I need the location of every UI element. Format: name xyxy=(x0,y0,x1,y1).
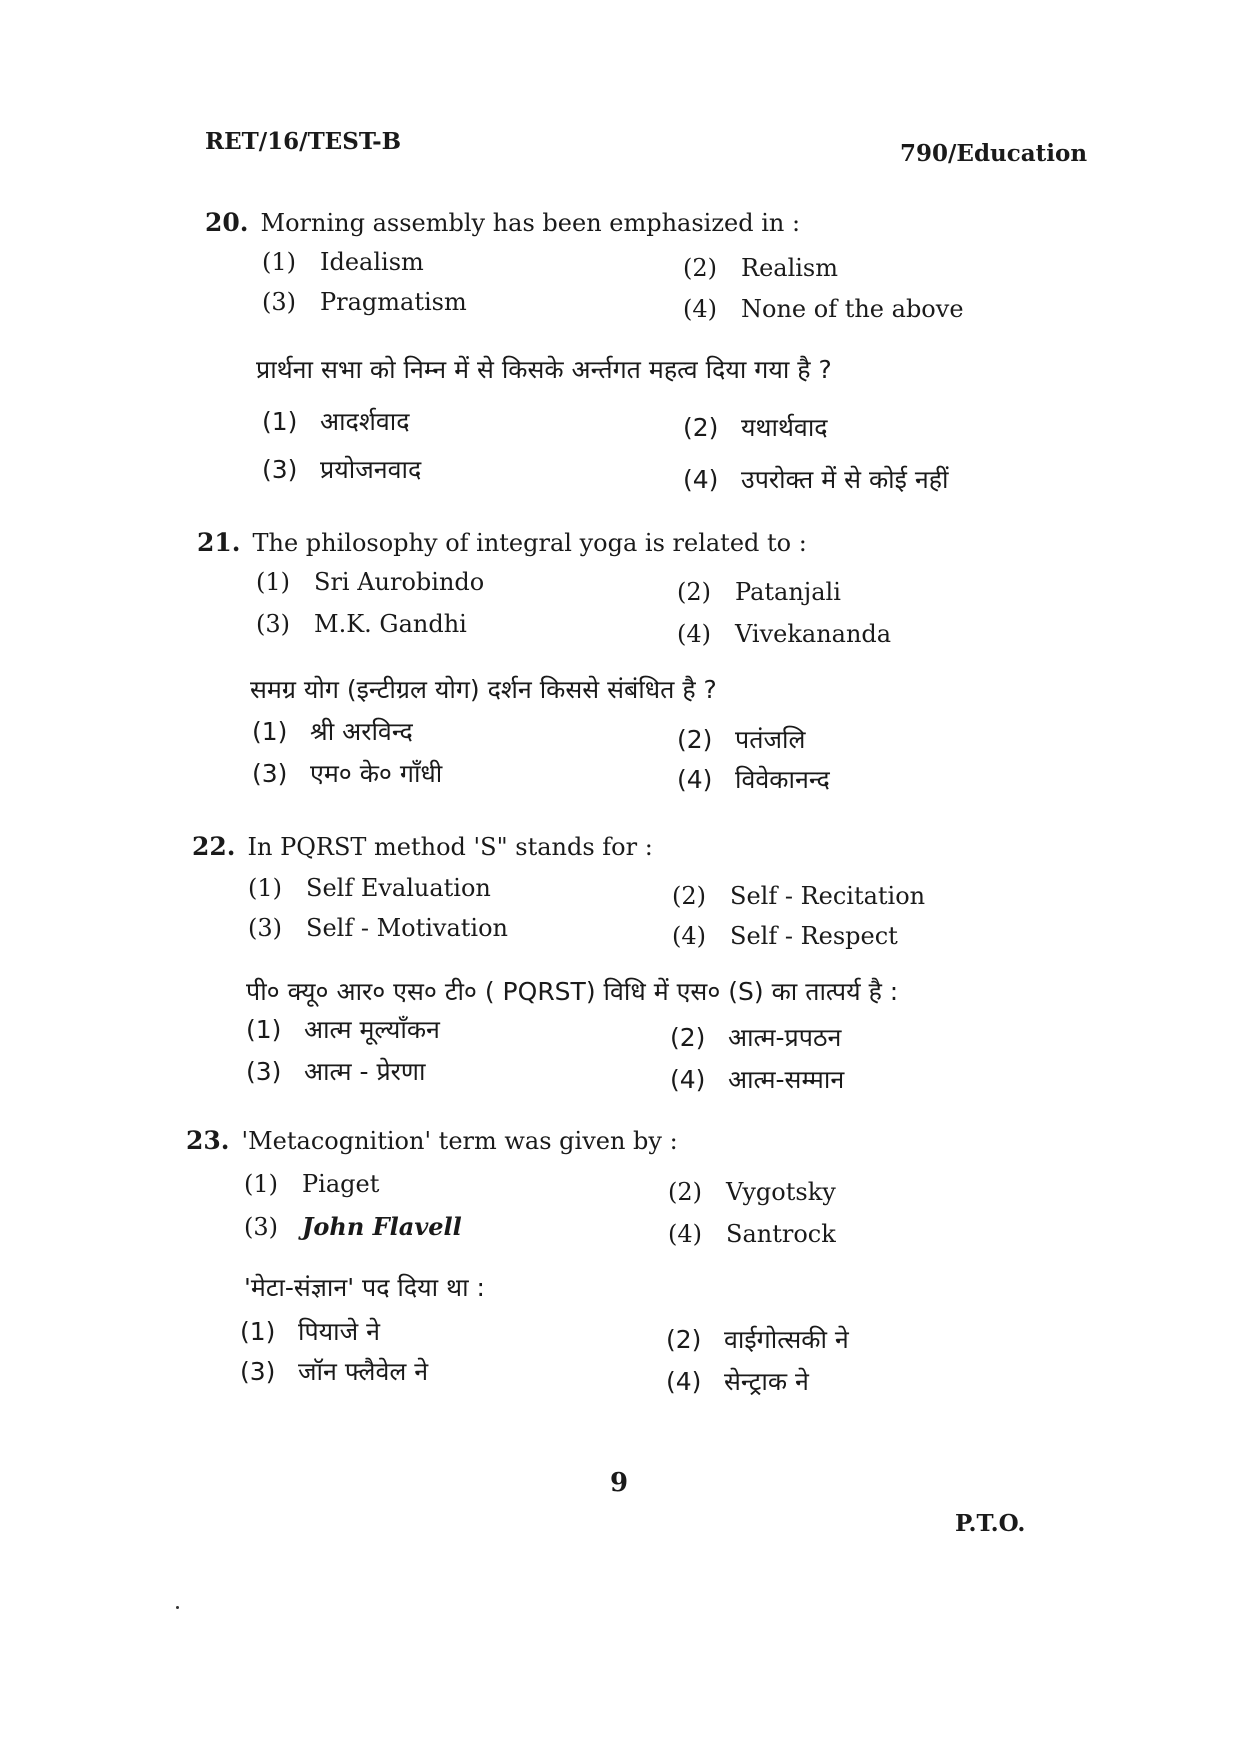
paper-code: RET/16/TEST-B xyxy=(205,128,402,155)
question-number: 22. xyxy=(192,832,236,861)
option-4-en: (4) Vivekananda xyxy=(677,620,892,648)
option-1-hi: (1) आदर्शवाद xyxy=(262,407,410,436)
stray-dot xyxy=(176,1606,179,1609)
option-2-en: (2) Realism xyxy=(683,254,839,282)
question-number: 21. xyxy=(197,528,241,557)
option-4-hi: (4) विवेकानन्द xyxy=(677,765,830,794)
option-3-hi: (3) एम० के० गाँधी xyxy=(252,759,443,788)
option-2-en: (2) Patanjali xyxy=(677,578,841,606)
question-number: 20. xyxy=(205,208,249,237)
question-text-hi: प्रार्थना सभा को निम्न में से किसके अर्न्तगत महत्व दिया गया है ? xyxy=(256,355,832,384)
option-1-en: (1) Sri Aurobindo xyxy=(256,568,485,596)
option-4-en: (4) Santrock xyxy=(668,1220,836,1248)
question-text-en: 23. 'Metacognition' term was given by : xyxy=(186,1126,678,1155)
option-4-hi: (4) सेन्ट्राक ने xyxy=(666,1367,809,1396)
option-4-hi: (4) आत्म-सम्मान xyxy=(670,1065,845,1094)
option-1-hi: (1) श्री अरविन्द xyxy=(252,717,413,746)
subject-code: 790/Education xyxy=(900,140,1088,167)
question-text-hi: पी० क्यू० आर० एस० टी० ( PQRST) विधि में एस० (S) का तात्पर्य है : xyxy=(246,977,899,1006)
option-4-en: (4) Self - Respect xyxy=(672,922,898,950)
page-number: 9 xyxy=(610,1468,629,1498)
option-3-en: (3) M.K. Gandhi xyxy=(256,610,467,638)
option-3-en: (3) Pragmatism xyxy=(262,288,467,316)
option-2-en: (2) Self - Recitation xyxy=(672,882,926,910)
option-3-en: (3) John Flavell xyxy=(244,1212,462,1241)
question-text-en: 20. Morning assembly has been emphasized in : xyxy=(205,208,801,237)
option-3-hi: (3) आत्म - प्रेरणा xyxy=(246,1057,426,1086)
question-text-hi: समग्र योग (इन्टीग्रल योग) दर्शन किससे संबंधित है ? xyxy=(250,675,717,704)
option-3-en: (3) Self - Motivation xyxy=(248,914,509,942)
option-3-hi: (3) जॉन फ्लैवेल ने xyxy=(240,1357,429,1386)
option-4-hi: (4) उपरोक्त में से कोई नहीं xyxy=(683,465,949,494)
pto-label: P.T.O. xyxy=(955,1510,1026,1537)
question-number: 23. xyxy=(186,1126,230,1155)
option-1-en: (1) Piaget xyxy=(244,1170,380,1198)
question-text-en: 22. In PQRST method 'S" stands for : xyxy=(192,832,653,861)
option-1-hi: (1) पियाजे ने xyxy=(240,1317,381,1346)
option-1-en: (1) Self Evaluation xyxy=(248,874,491,902)
option-3-hi: (3) प्रयोजनवाद xyxy=(262,455,422,484)
question-text-hi: 'मेटा-संज्ञान' पद दिया था : xyxy=(244,1273,485,1302)
option-1-hi: (1) आत्म मूल्याँकन xyxy=(246,1015,440,1044)
option-1-en: (1) Idealism xyxy=(262,248,424,276)
option-2-hi: (2) पतंजलि xyxy=(677,725,806,754)
question-text-en: 21. The philosophy of integral yoga is related to : xyxy=(197,528,807,557)
option-4-en: (4) None of the above xyxy=(683,295,964,323)
option-2-hi: (2) आत्म-प्रपठन xyxy=(670,1023,842,1052)
option-2-hi: (2) वाईगोत्सकी ने xyxy=(666,1325,849,1354)
option-2-en: (2) Vygotsky xyxy=(668,1178,836,1206)
option-2-hi: (2) यथार्थवाद xyxy=(683,413,828,442)
